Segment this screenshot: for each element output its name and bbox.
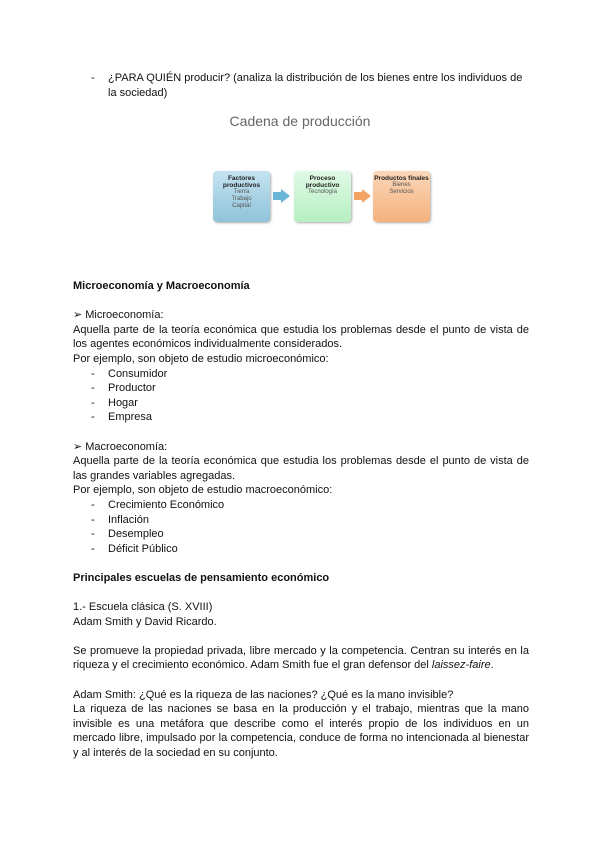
list-item: - Desempleo [73,527,529,542]
section-heading: Microeconomía y Macroeconomía [73,280,250,292]
box-item: Servicios [389,189,414,195]
macro-definition: Aquella parte de la teoría económica que estudia los problemas desde el punto de vista de las grandes variables agregadas. [73,455,529,482]
list-item: - Empresa [73,410,529,425]
micro-example-intro: Por ejemplo, son objeto de estudio microeconómico: [73,352,329,365]
diagram-box-factors [213,171,270,222]
micro-label: ➢ Microeconomía: [73,309,164,322]
diagram-title: Cadena de producción [229,113,371,129]
diagram-box-process [294,171,351,222]
italic-term: laissez-faire [431,659,491,672]
paragraph [73,644,529,673]
list-item: - Hogar [73,396,529,411]
arrow-head-icon [281,189,290,203]
macro-example-intro: Por ejemplo, son objeto de estudio macroeconómico: [73,484,333,497]
box-title: Productos finales [374,175,429,182]
list-item: - Crecimiento Económico [73,498,529,513]
box-title: Proceso productivo [305,175,340,189]
box-item: Trabajo [231,196,252,202]
list-item: - Productor [73,381,529,396]
micro-definition: Aquella parte de la teoría económica que estudia los problemas desde el punto de vista de los agentes económicos individualmente considerados. [73,323,529,351]
box-item: Tierra [233,189,250,195]
school-authors: Adam Smith y David Ricardo. [73,615,217,628]
macro-label: ➢ Macroeconomía: [73,440,168,453]
section-heading: Principales escuelas de pensamiento económico [73,571,330,584]
list-item: - ¿PARA QUIÉN producir? (analiza la distribución de los bienes entre los individuos de la sociedad) [73,71,529,100]
box-item: Tecnología [307,189,338,195]
text: . [490,659,494,672]
list-item: - Inflación [73,513,529,528]
school-title: 1.- Escuela clásica (S. XVIII) [73,601,213,614]
box-title: Factores productivos [222,175,261,189]
micro-list [73,367,529,425]
arrow-icon [273,192,281,200]
paragraph: La riqueza de las naciones se basa en la producción y el trabajo, mientras que la mano invisible es una metáfora que describe como el interés propio de los individuos en un mercado libre, impulsado por la competencia, conduce de forma no intencionada al bienestar y al interés de la sociedad en su conjunto. [73,703,529,759]
list-item: - Consumidor [73,367,529,382]
arrow-icon [354,192,362,200]
text: Se promueve la propiedad privada, libre mercado y la competencia. Centran su interés en la riqueza y el crecimiento económico. Adam Smith fue el gran defensor del [73,644,529,672]
section-micro-macro [73,279,529,761]
macro-list [73,498,529,556]
question: Adam Smith: ¿Qué es la riqueza de las naciones? ¿Qué es la mano invisible? [73,688,454,701]
box-item: Capital [232,203,251,209]
arrow-head-icon [362,189,371,203]
diagram-box-products [373,171,430,222]
intro-list [73,71,529,100]
box-item: Bienes [392,182,411,188]
list-item: - Déficit Público [73,542,529,557]
